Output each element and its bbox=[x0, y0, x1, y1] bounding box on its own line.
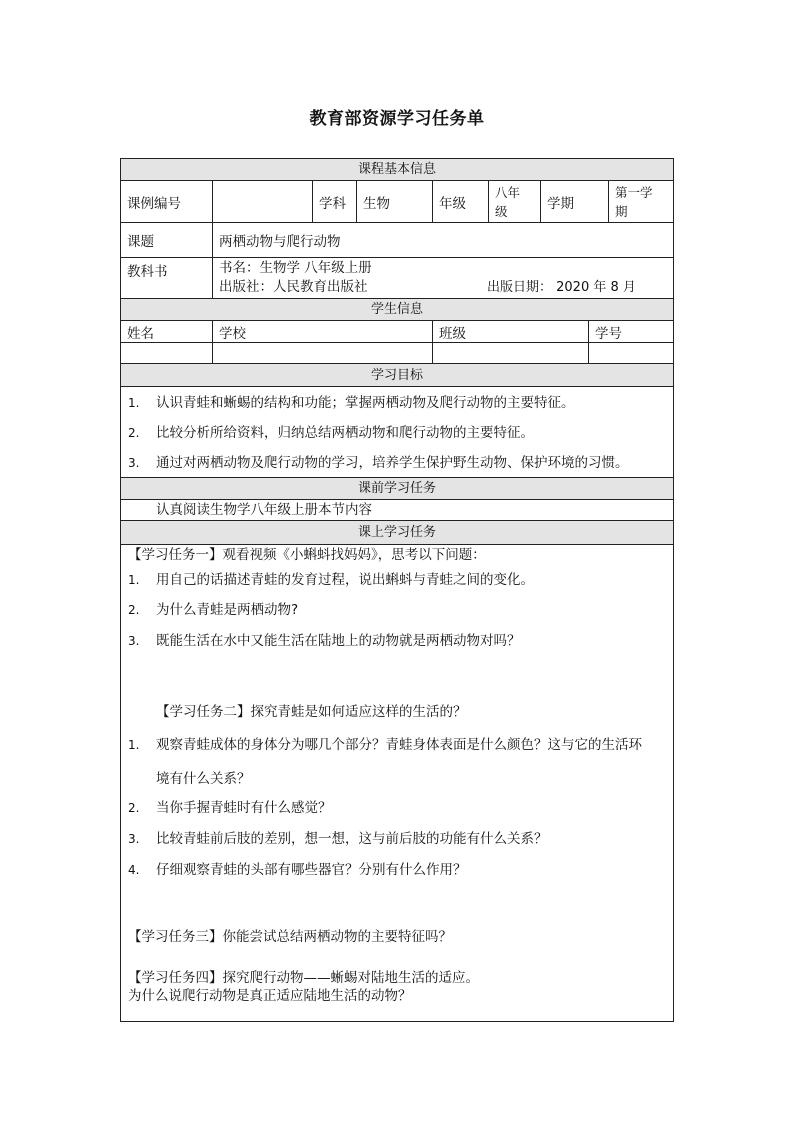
lesson-no-value bbox=[213, 181, 313, 222]
task2-item: 3. 比较青蛙前后肢的差别，想一想，这与前后肢的功能有什么关系？ bbox=[128, 831, 548, 847]
school-value[interactable] bbox=[213, 343, 433, 363]
goal-item: 3. 通过对两栖动物及爬行动物的学习，培养学生保护野生动物、保护环境的习惯。 bbox=[128, 455, 629, 471]
textbook-info bbox=[213, 258, 673, 298]
grade-value-line1: 八年 bbox=[495, 184, 521, 200]
basic-info-row bbox=[121, 181, 673, 223]
task4-line2: 为什么说爬行动物是真正适应陆地生活的动物？ bbox=[128, 988, 412, 1004]
goal-item: 2. 比较分析所给资料，归纳总结两栖动物和爬行动物的主要特征。 bbox=[128, 425, 534, 441]
task-sheet-table bbox=[120, 158, 674, 1022]
task2-item: 4. 仔细观察青蛙的头部有哪些器官？分别有什么作用？ bbox=[128, 862, 467, 878]
pre-task-row bbox=[121, 500, 673, 521]
term-value-line1: 第一学 bbox=[615, 184, 653, 200]
task2-item: 1. 观察青蛙成体的身体分为哪几个部分？青蛙身体表面是什么颜色？这与它的生活环 bbox=[128, 737, 642, 753]
section-header-student: 学生信息 bbox=[121, 299, 673, 321]
task2-item: 2. 当你手握青蛙时有什么感觉？ bbox=[128, 800, 332, 816]
student-value-row bbox=[121, 343, 673, 364]
section-header-in-class: 课上学习任务 bbox=[121, 521, 673, 545]
topic-row bbox=[121, 223, 673, 258]
topic-value: 两栖动物与爬行动物 bbox=[219, 234, 341, 250]
task1-item: 3. 既能生活在水中又能生活在陆地上的动物就是两栖动物对吗？ bbox=[128, 633, 521, 649]
goals-block bbox=[121, 387, 673, 478]
grade-value-line2: 级 bbox=[495, 203, 508, 219]
task1-heading: 【学习任务一】观看视频《小蝌蚪找妈妈》，思考以下问题： bbox=[128, 547, 486, 563]
publisher: 出版社：人民教育出版社 bbox=[219, 279, 368, 295]
grade-label: 年级 bbox=[433, 181, 489, 222]
book-name: 书名：生物学 八年级上册 bbox=[219, 260, 372, 276]
task3-text: 【学习任务三】你能尝试总结两栖动物的主要特征吗？ bbox=[128, 929, 452, 945]
publish-date: 出版日期： 2020 年 8 月 bbox=[487, 280, 636, 295]
task2-item-continuation: 境有什么关系？ bbox=[156, 771, 251, 787]
subject-label: 学科 bbox=[313, 181, 357, 222]
task1-item: 1. 用自己的话描述青蛙的发育过程，说出蝌蚪与青蛙之间的变化。 bbox=[128, 572, 534, 588]
topic-label: 课题 bbox=[121, 223, 213, 257]
pre-task-text: 认真阅读生物学八年级上册本节内容 bbox=[156, 502, 372, 518]
goal-item: 1. 认识青蛙和蜥蜴的结构和功能；掌握两栖动物及爬行动物的主要特征。 bbox=[128, 395, 575, 411]
lesson-no-label: 课例编号 bbox=[121, 181, 213, 222]
subject-value: 生物 bbox=[357, 181, 433, 222]
section-header-basic: 课程基本信息 bbox=[121, 159, 673, 181]
task1-item: 2. 为什么青蛙是两栖动物? bbox=[128, 602, 299, 618]
school-label: 学校 bbox=[213, 321, 433, 342]
name-value[interactable] bbox=[121, 343, 213, 363]
section-header-goals: 学习目标 bbox=[121, 364, 673, 387]
term-label: 学期 bbox=[541, 181, 609, 222]
term-value bbox=[609, 181, 673, 222]
grade-value bbox=[489, 181, 541, 222]
class-label: 班级 bbox=[433, 321, 589, 342]
section-header-pre: 课前学习任务 bbox=[121, 478, 673, 500]
page-title: 教育部资源学习任务单 bbox=[309, 109, 485, 129]
task2-heading: 【学习任务二】探究青蛙是如何适应这样的生活的？ bbox=[156, 704, 467, 720]
textbook-label: 教科书 bbox=[121, 258, 213, 298]
task4-line1: 【学习任务四】探究爬行动物——蜥蜴对陆地生活的适应。 bbox=[128, 970, 479, 986]
student-id-value[interactable] bbox=[589, 343, 673, 363]
textbook-row bbox=[121, 258, 673, 299]
term-value-line2: 期 bbox=[615, 203, 628, 219]
in-class-block bbox=[121, 545, 673, 1021]
name-label: 姓名 bbox=[121, 321, 213, 342]
class-value[interactable] bbox=[433, 343, 589, 363]
student-label-row bbox=[121, 321, 673, 343]
student-id-label: 学号 bbox=[595, 325, 622, 342]
